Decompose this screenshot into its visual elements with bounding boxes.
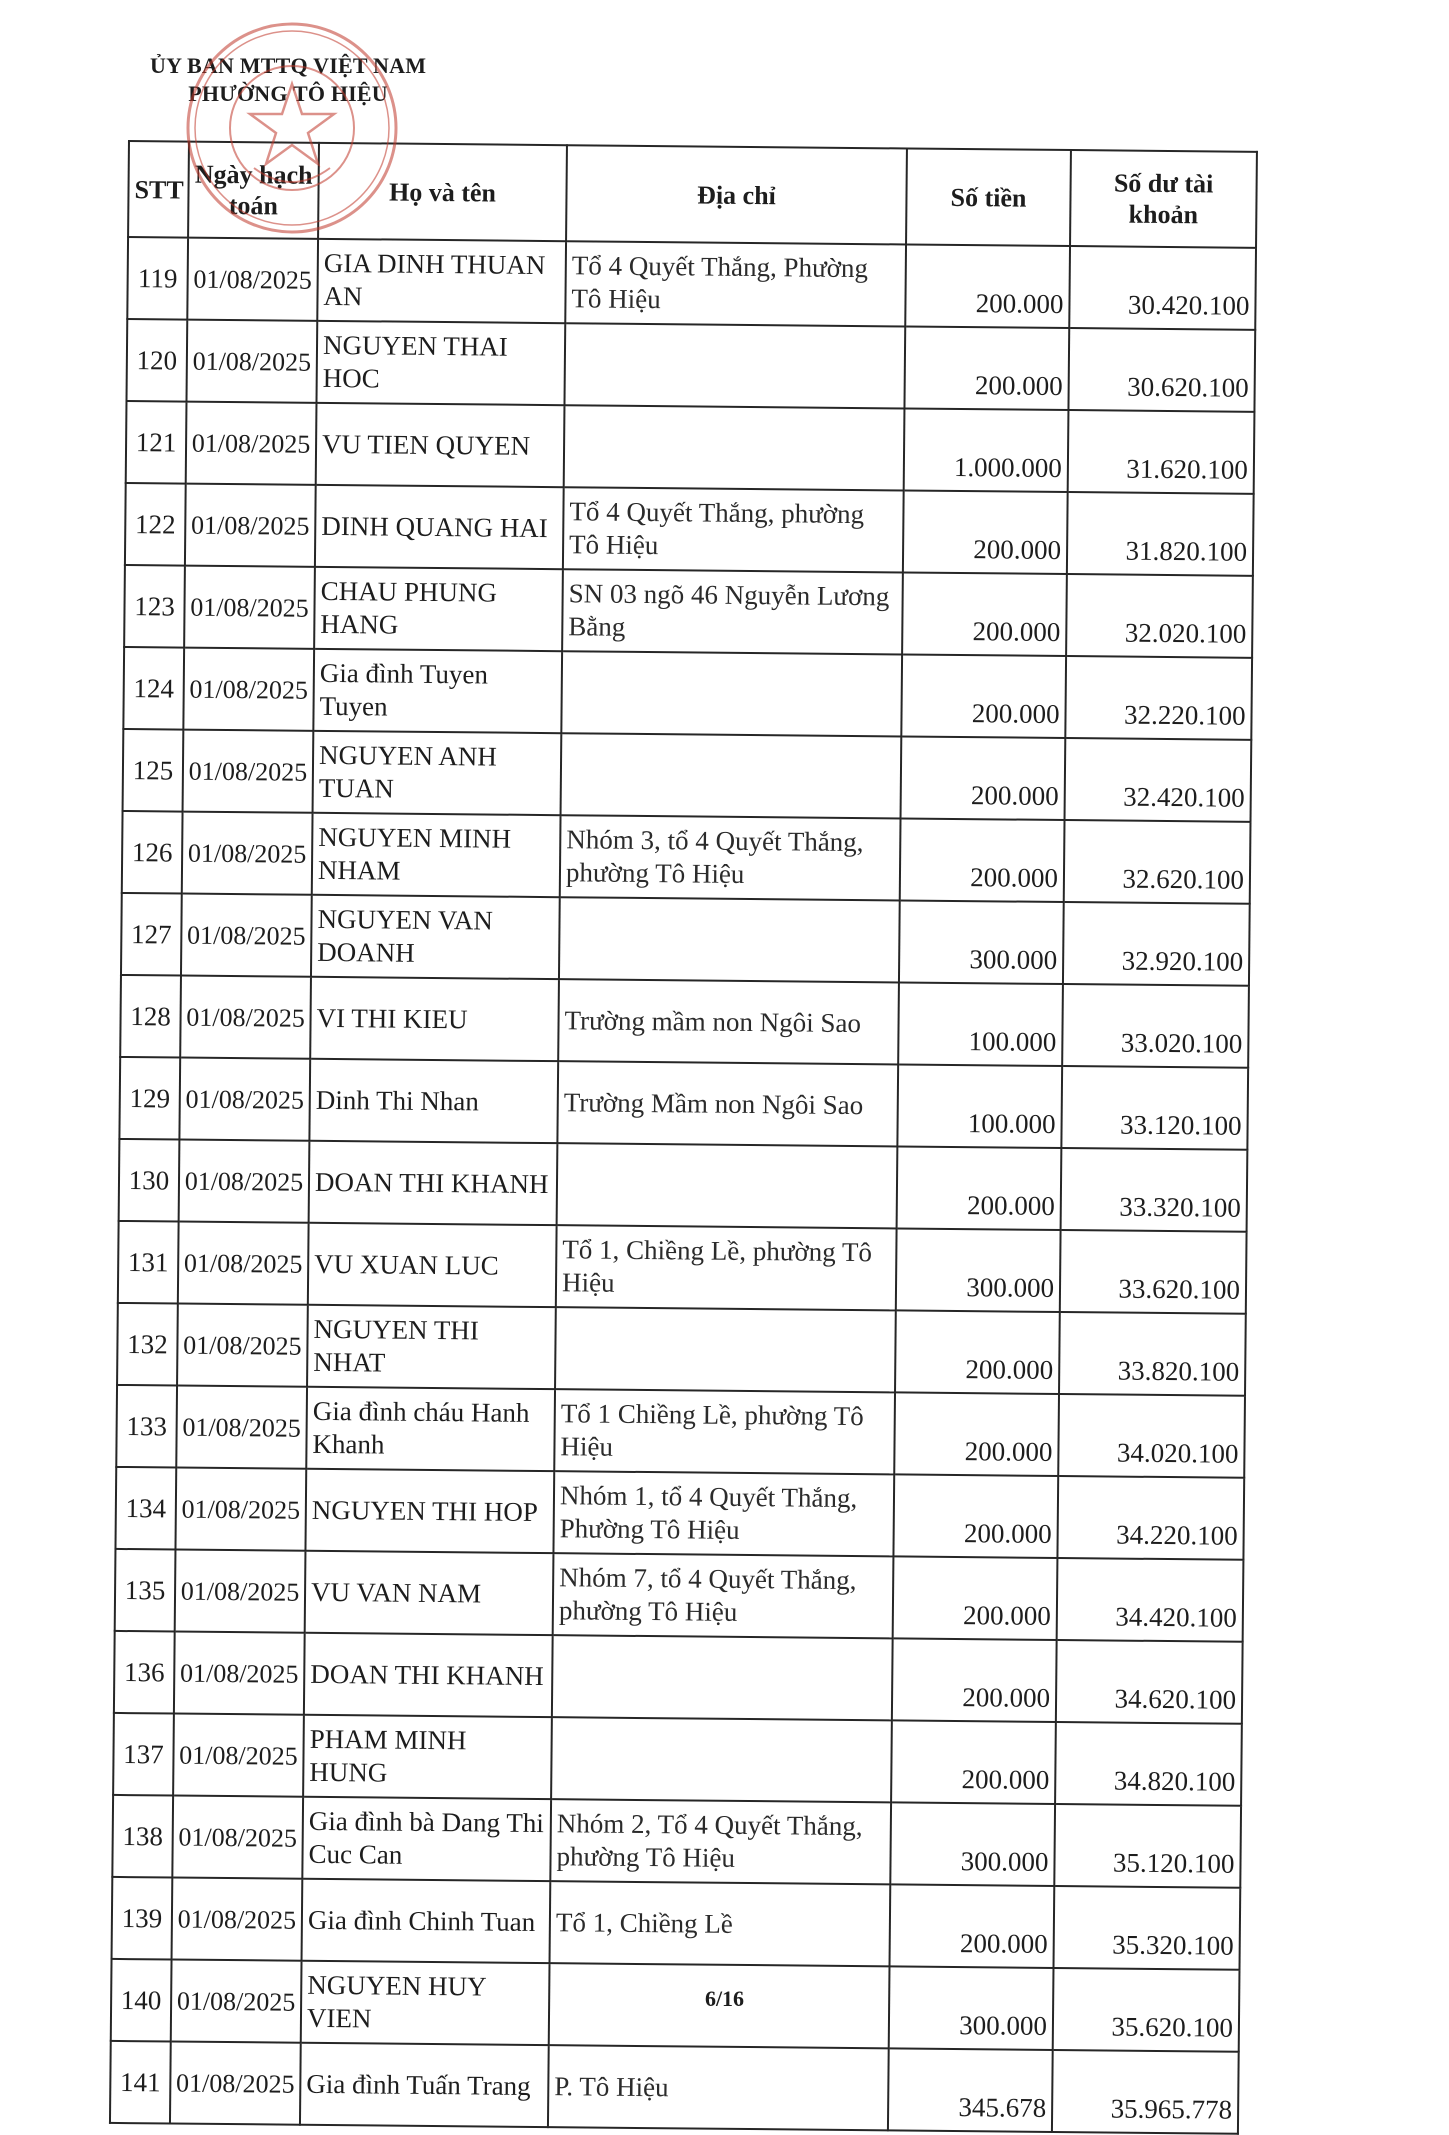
row-stt: 119 <box>127 237 188 320</box>
table-row <box>122 811 1251 904</box>
row-name: VU TIEN QUYEN <box>316 403 565 487</box>
table-row <box>127 237 1256 330</box>
row-amount: 1.000.000 <box>904 408 1069 492</box>
row-balance: 34.020.100 <box>1058 1394 1245 1478</box>
row-amount: 345.678 <box>888 2048 1053 2132</box>
row-stt: 124 <box>123 647 184 730</box>
row-stt: 127 <box>121 893 182 976</box>
row-balance: 32.620.100 <box>1064 820 1251 904</box>
column-header-date: Ngày hạch toán <box>188 142 319 239</box>
row-address <box>561 651 902 736</box>
row-date: 01/08/2025 <box>183 648 314 731</box>
row-address: Tổ 4 Quyết Thắng, Phường Tô Hiệu <box>565 241 906 326</box>
row-name: NGUYEN THI NHAT <box>307 1305 556 1389</box>
row-balance: 35.120.100 <box>1054 1804 1241 1888</box>
table-row <box>114 1631 1243 1724</box>
row-name: Dinh Thi Nhan <box>309 1059 558 1143</box>
row-name: GIA DINH THUAN AN <box>317 239 566 323</box>
row-amount: 200.000 <box>893 1474 1058 1558</box>
row-balance: 35.620.100 <box>1053 1968 1240 2052</box>
row-address <box>564 405 905 490</box>
row-name: VU VAN NAM <box>305 1551 554 1635</box>
organization-header <box>150 52 426 108</box>
column-header-address: Địa chỉ <box>566 145 907 244</box>
row-balance: 30.420.100 <box>1069 246 1256 330</box>
row-name: VU XUAN LUC <box>308 1223 557 1307</box>
row-amount: 200.000 <box>893 1556 1058 1640</box>
row-date: 01/08/2025 <box>172 1796 303 1879</box>
row-name: NGUYEN THI HOP <box>305 1469 554 1553</box>
table-row <box>116 1385 1245 1478</box>
table-row <box>124 565 1253 658</box>
row-amount: 200.000 <box>900 818 1065 902</box>
table-row <box>125 483 1254 576</box>
row-date: 01/08/2025 <box>187 238 318 321</box>
row-balance: 32.220.100 <box>1065 656 1252 740</box>
row-amount: 200.000 <box>903 490 1068 574</box>
row-name: NGUYEN ANH TUAN <box>313 731 562 815</box>
table-row <box>123 647 1252 740</box>
row-name: Gia đình Tuyen Tuyen <box>313 649 562 733</box>
row-balance: 33.120.100 <box>1061 1066 1248 1150</box>
row-balance: 32.420.100 <box>1065 738 1252 822</box>
row-amount: 200.000 <box>901 654 1066 738</box>
row-amount: 300.000 <box>896 1228 1061 1312</box>
table-row <box>126 401 1255 494</box>
table-row <box>115 1467 1244 1560</box>
table-row <box>118 1221 1247 1314</box>
row-date: 01/08/2025 <box>170 2041 301 2124</box>
column-header-stt: STT <box>128 141 189 238</box>
row-stt: 138 <box>112 1795 173 1878</box>
row-balance: 31.820.100 <box>1067 492 1254 576</box>
row-amount: 200.000 <box>897 1146 1062 1230</box>
row-amount: 200.000 <box>890 1884 1055 1968</box>
row-address: Trường Mầm non Ngôi Sao <box>557 1061 898 1146</box>
row-name: DOAN THI KHANH <box>309 1141 558 1225</box>
row-stt: 141 <box>110 2041 171 2124</box>
org-name-line1: ỦY BAN MTTQ VIỆT NAM <box>150 53 427 78</box>
row-date: 01/08/2025 <box>178 1222 309 1305</box>
row-address: SN 03 ngõ 46 Nguyễn Lương Bằng <box>562 569 903 654</box>
table-row <box>121 893 1250 986</box>
row-name: DINH QUANG HAI <box>315 485 564 569</box>
row-amount: 200.000 <box>895 1310 1060 1394</box>
row-date: 01/08/2025 <box>176 1386 307 1469</box>
row-address: Tổ 1, Chiềng Lề, phường Tô Hiệu <box>556 1225 897 1310</box>
row-stt: 135 <box>115 1549 176 1632</box>
row-balance: 32.020.100 <box>1066 574 1253 658</box>
row-name: Gia đình bà Dang Thi Cuc Can <box>302 1797 551 1881</box>
row-address <box>559 897 900 982</box>
row-amount: 200.000 <box>891 1720 1056 1804</box>
row-stt: 132 <box>117 1303 178 1386</box>
row-balance: 30.620.100 <box>1068 328 1255 412</box>
row-address: Tổ 1 Chiềng Lề, phường Tô Hiệu <box>554 1389 895 1474</box>
row-date: 01/08/2025 <box>186 320 317 403</box>
row-address: Nhóm 3, tổ 4 Quyết Thắng, phường Tô Hiệu <box>560 815 901 900</box>
row-amount: 300.000 <box>899 900 1064 984</box>
row-date: 01/08/2025 <box>179 1140 310 1223</box>
row-stt: 123 <box>124 565 185 648</box>
row-address <box>555 1307 896 1392</box>
row-address: Tổ 1, Chiềng Lề <box>550 1881 891 1966</box>
table-row <box>112 1877 1241 1970</box>
row-stt: 133 <box>116 1385 177 1468</box>
table-header-row <box>128 141 1257 248</box>
row-address: Nhóm 7, tổ 4 Quyết Thắng, phường Tô Hiệu <box>553 1553 894 1638</box>
row-name: NGUYEN THAI HOC <box>316 321 565 405</box>
row-date: 01/08/2025 <box>174 1632 305 1715</box>
row-address <box>551 1717 892 1802</box>
row-address <box>564 323 905 408</box>
row-name: NGUYEN VAN DOANH <box>311 895 560 979</box>
row-date: 01/08/2025 <box>184 566 315 649</box>
row-name: VI THI KIEU <box>310 977 559 1061</box>
donation-ledger-table <box>109 140 1258 2135</box>
column-header-name: Họ và tên <box>318 143 567 241</box>
row-name: NGUYEN HUY VIEN <box>301 1961 550 2045</box>
row-amount: 300.000 <box>889 1966 1054 2050</box>
table-row <box>123 729 1252 822</box>
row-stt: 137 <box>113 1713 174 1796</box>
row-balance: 34.820.100 <box>1055 1722 1242 1806</box>
table-row <box>115 1549 1244 1642</box>
row-date: 01/08/2025 <box>186 402 317 485</box>
row-date: 01/08/2025 <box>171 1960 302 2043</box>
row-stt: 130 <box>119 1139 180 1222</box>
table-row <box>126 319 1255 412</box>
row-date: 01/08/2025 <box>182 812 313 895</box>
row-stt: 136 <box>114 1631 175 1714</box>
row-stt: 140 <box>111 1959 172 2042</box>
row-date: 01/08/2025 <box>179 1058 310 1141</box>
row-amount: 300.000 <box>890 1802 1055 1886</box>
row-balance: 33.620.100 <box>1060 1230 1247 1314</box>
row-balance: 32.920.100 <box>1063 902 1250 986</box>
row-stt: 128 <box>120 975 181 1058</box>
row-address: P. Tô Hiệu <box>548 2045 889 2130</box>
row-stt: 121 <box>126 401 187 484</box>
row-date: 01/08/2025 <box>175 1550 306 1633</box>
row-address <box>552 1635 893 1720</box>
row-name: CHAU PHUNG HANG <box>314 567 563 651</box>
row-date: 01/08/2025 <box>175 1468 306 1551</box>
row-address: Tổ 4 Quyết Thắng, phường Tô Hiệu <box>563 487 904 572</box>
row-date: 01/08/2025 <box>181 894 312 977</box>
row-address <box>557 1143 898 1228</box>
row-address: Nhóm 1, tổ 4 Quyết Thắng, Phường Tô Hiệu <box>553 1471 894 1556</box>
row-balance: 34.620.100 <box>1056 1640 1243 1724</box>
column-header-balance: Số dư tài khoản <box>1070 150 1257 248</box>
table-row <box>119 1139 1248 1232</box>
row-balance: 33.020.100 <box>1062 984 1249 1068</box>
row-balance: 34.420.100 <box>1057 1558 1244 1642</box>
row-address: Nhóm 2, Tổ 4 Quyết Thắng, phường Tô Hiệu <box>550 1799 891 1884</box>
row-date: 01/08/2025 <box>172 1878 303 1961</box>
row-balance: 33.320.100 <box>1061 1148 1248 1232</box>
row-stt: 139 <box>112 1877 173 1960</box>
table-row <box>110 2041 1239 2134</box>
row-date: 01/08/2025 <box>183 730 314 813</box>
row-address <box>561 733 902 818</box>
row-amount: 200.000 <box>905 244 1070 328</box>
row-name: DOAN THI KHANH <box>304 1633 553 1717</box>
row-name: PHAM MINH HUNG <box>303 1715 552 1799</box>
row-name: Gia đình Chinh Tuan <box>302 1879 551 1963</box>
row-amount: 200.000 <box>902 572 1067 656</box>
row-stt: 120 <box>126 319 187 402</box>
org-name-line2: PHƯỜNG TÔ HIỆU <box>188 81 388 106</box>
row-date: 01/08/2025 <box>180 976 311 1059</box>
row-balance: 34.220.100 <box>1057 1476 1244 1560</box>
table-row <box>119 1057 1248 1150</box>
row-stt: 126 <box>122 811 183 894</box>
row-balance: 33.820.100 <box>1059 1312 1246 1396</box>
table-body <box>110 237 1256 2134</box>
row-amount: 100.000 <box>898 982 1063 1066</box>
row-balance: 35.965.778 <box>1052 2050 1239 2134</box>
row-name: NGUYEN MINH NHAM <box>312 813 561 897</box>
row-amount: 200.000 <box>901 736 1066 820</box>
column-header-amount: Số tiền <box>906 148 1071 246</box>
row-date: 01/08/2025 <box>173 1714 304 1797</box>
row-amount: 200.000 <box>894 1392 1059 1476</box>
row-stt: 134 <box>115 1467 176 1550</box>
row-balance: 35.320.100 <box>1053 1886 1240 1970</box>
table-row <box>120 975 1249 1068</box>
table-row <box>113 1713 1242 1806</box>
row-address: Trường mầm non Ngôi Sao <box>558 979 899 1064</box>
row-name: Gia đình Tuấn Trang <box>300 2043 549 2127</box>
row-stt: 131 <box>118 1221 179 1304</box>
row-stt: 129 <box>119 1057 180 1140</box>
table-row <box>112 1795 1241 1888</box>
row-name: Gia đình cháu Hanh Khanh <box>306 1387 555 1471</box>
row-amount: 200.000 <box>904 326 1069 410</box>
row-balance: 31.620.100 <box>1068 410 1255 494</box>
table-row <box>117 1303 1246 1396</box>
row-amount: 100.000 <box>897 1064 1062 1148</box>
page-number: 6/16 <box>704 1986 745 2011</box>
row-stt: 122 <box>125 483 186 566</box>
row-date: 01/08/2025 <box>185 484 316 567</box>
row-stt: 125 <box>123 729 184 812</box>
row-date: 01/08/2025 <box>177 1304 308 1387</box>
row-amount: 200.000 <box>892 1638 1057 1722</box>
